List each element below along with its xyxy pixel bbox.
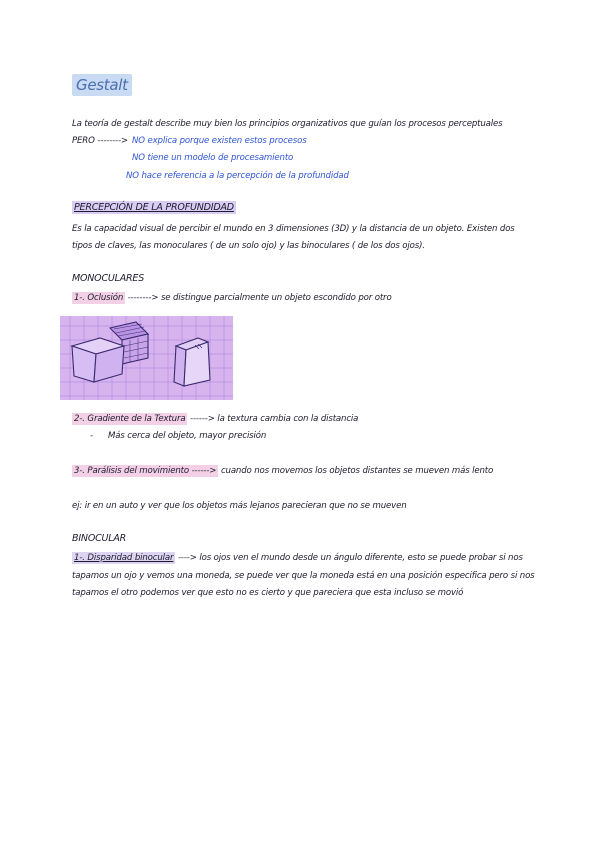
occlusion-text: --------> se distingue parcialmente un objeto escondido por otro	[125, 293, 392, 303]
page-title: Gestalt	[72, 74, 132, 96]
occlusion-sketch	[60, 316, 233, 400]
depth-heading: PERCEPCIÓN DE LA PROFUNDIDAD	[74, 202, 234, 213]
disparity-text-line-2: tapamos un ojo y vemos una moneda, se puede ver que la moneda está en una posición especifica pero si nos	[72, 571, 535, 581]
depth-text-line-1: Es la capacidad visual de percibir el mundo en 3 dimensiones (3D) y la distancia de un objeto. Existen dos	[72, 224, 515, 234]
depth-text-line-2: tipos de claves, las monoculares ( de un solo ojo) y las binoculares ( de los dos ojos).	[72, 241, 425, 251]
disparity-text-line-1: ----> los ojos ven el mundo desde un ángulo diferente, esto se puede probar si nos	[175, 553, 523, 563]
motion-parallax-item	[72, 463, 493, 481]
texture-gradient-text: ------> la textura cambia con la distancia	[187, 414, 359, 424]
binocular-heading: BINOCULAR	[72, 533, 127, 544]
occlusion-label: 1-. Oclusión	[74, 293, 124, 303]
pero-arrow: PERO -------->	[72, 136, 128, 146]
motion-example: ej: ir en un auto y ver que los objetos más lejanos parecieran que no se mueven	[72, 501, 407, 511]
no-point-1: NO explica porque existen estos procesos	[132, 136, 307, 146]
texture-gradient-label: 2-. Gradiente de la Textura	[74, 414, 186, 424]
intro-line: La teoría de gestalt describe muy bien los principios organizativos que guían los procesos perceptuales	[72, 119, 503, 129]
no-point-3: NO hace referencia a la percepción de la profundidad	[126, 171, 349, 181]
motion-parallax-text: cuando nos movemos los objetos distantes se mueven más lento	[218, 466, 494, 476]
disparity-label: 1-. Disparidad binocular	[74, 553, 174, 563]
disparity-text-line-3: tapamos el otro podemos ver que esto no es cierto y que pareciera que esta incluso se movió	[72, 588, 464, 598]
motion-parallax-label: 3-. Parálisis del movimiento ------>	[74, 466, 217, 476]
texture-gradient-item	[72, 411, 358, 429]
monoculares-heading: MONOCULARES	[72, 273, 145, 284]
texture-subpoint: Más cerca del objeto, mayor precisión	[108, 431, 267, 441]
occlusion-item	[72, 290, 392, 308]
texture-bullet: -	[90, 431, 93, 441]
no-point-2: NO tiene un modelo de procesamiento	[132, 153, 294, 163]
disparity-item	[72, 550, 523, 568]
